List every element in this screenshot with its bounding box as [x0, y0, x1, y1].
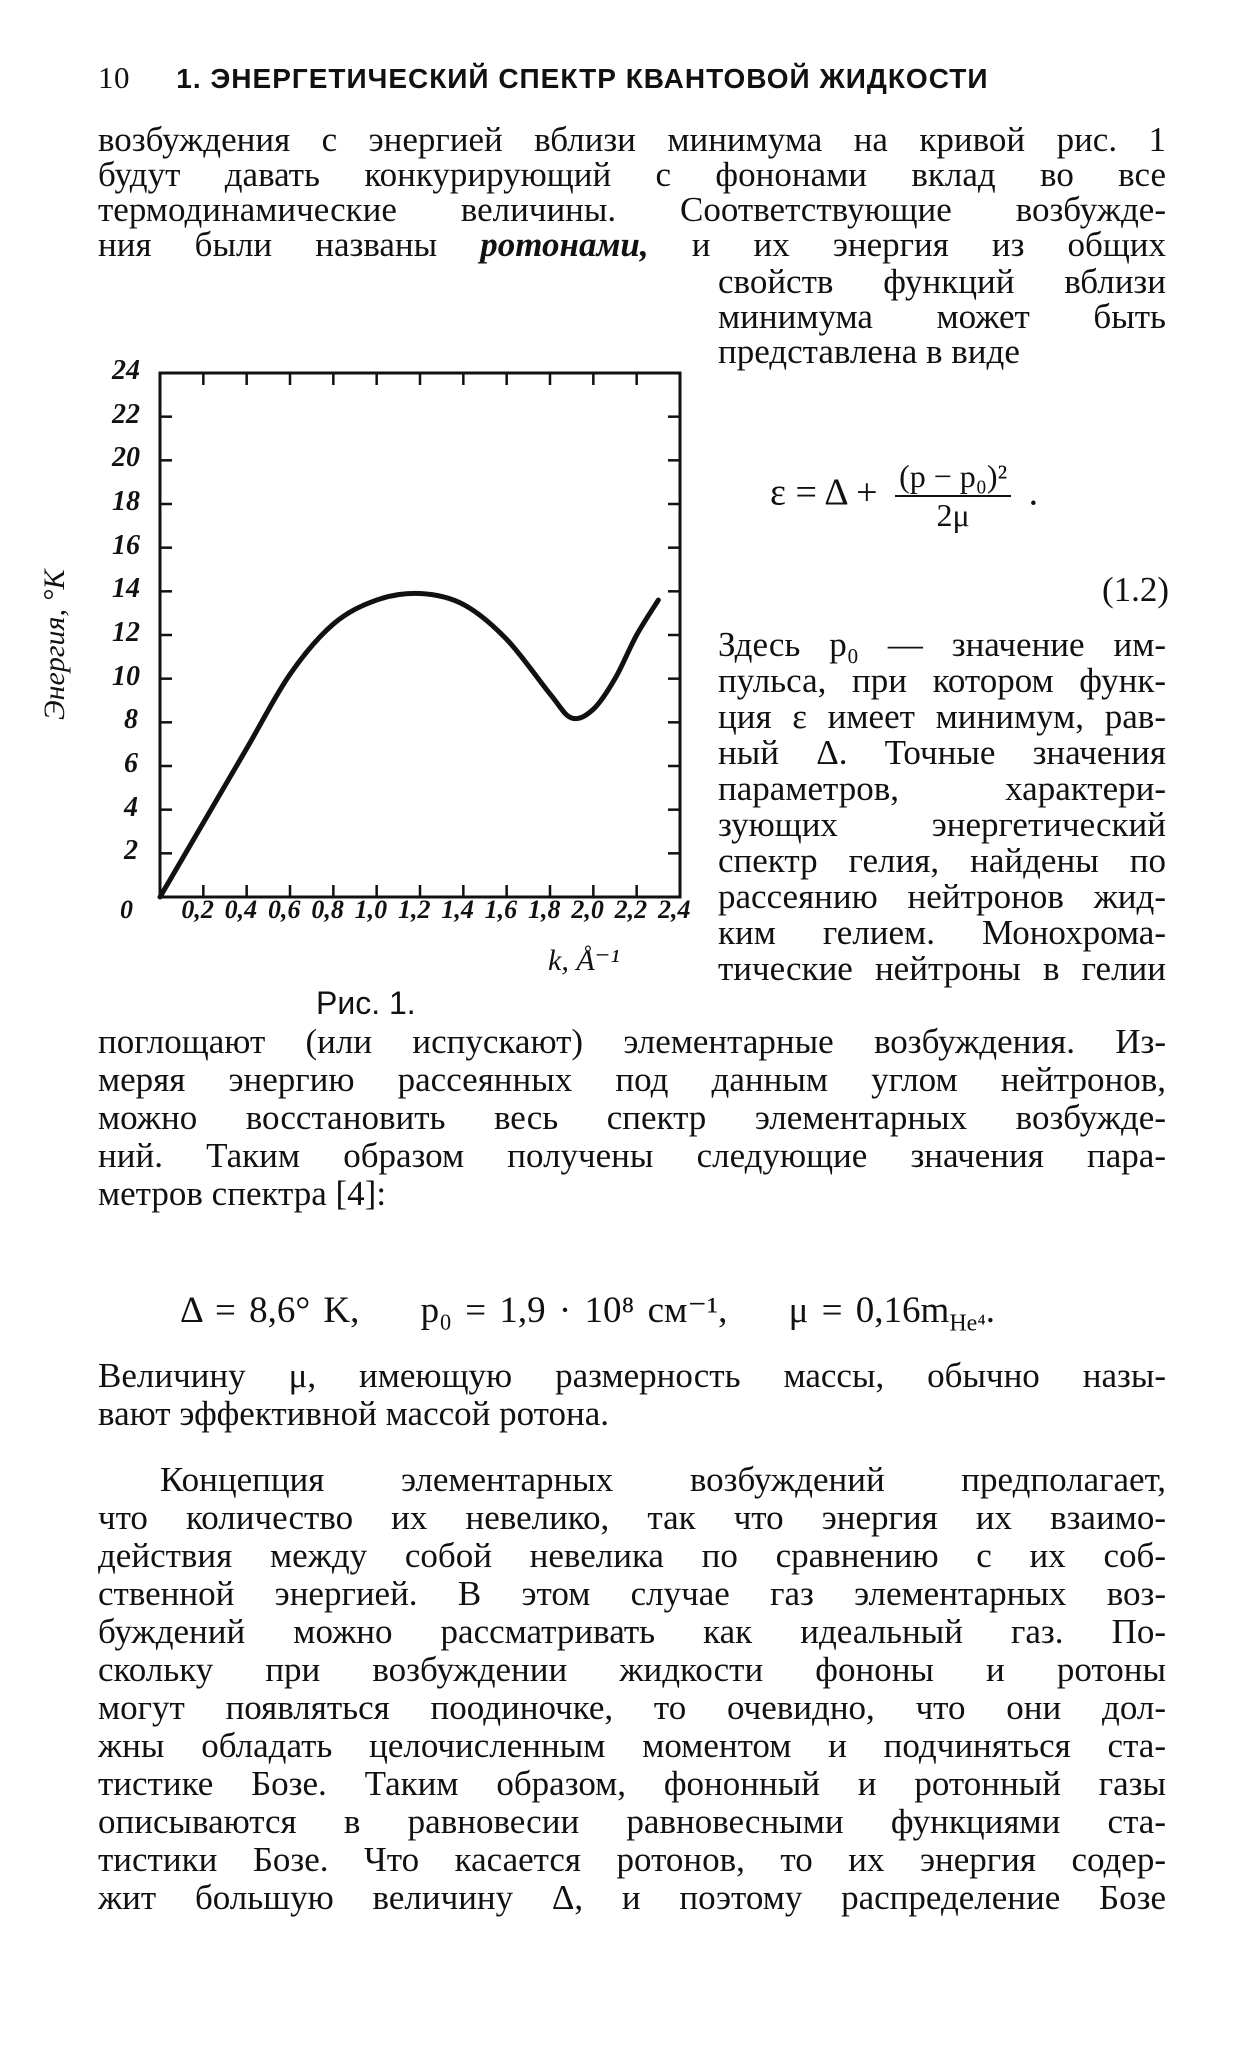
- energy-spectrum-curve: [160, 593, 658, 897]
- y-tick-label: 16: [112, 529, 140, 561]
- text-line: представлена в виде: [718, 332, 1020, 371]
- running-title: 1. ЭНЕРГЕТИЧЕСКИЙ СПЕКТР КВАНТОВОЙ ЖИДКОСТИ: [176, 63, 989, 94]
- text-line: рассеянию нейтронов жид-: [718, 877, 1166, 916]
- x-tick-label: 0,2: [181, 895, 214, 924]
- x-tick-label: 0,4: [224, 895, 258, 924]
- text-line: ственной энергией. В этом случае газ элементарных воз-: [98, 1574, 1166, 1613]
- y-tick-label: 4: [124, 791, 138, 823]
- figure-y-axis-label: Энергия, °K: [38, 569, 71, 720]
- text-line: ный Δ. Точные значения: [718, 733, 1166, 772]
- text-line: описываются в равновесии равновесными функциями ста-: [98, 1802, 1166, 1841]
- page-number: 10: [98, 60, 130, 95]
- text-line: зующих энергетический: [718, 805, 1166, 844]
- x-tick-label: 1,0: [354, 895, 388, 924]
- x-tick-label: 2,2: [614, 895, 648, 924]
- equation-denominator: 2μ: [936, 497, 970, 533]
- text-line: термодинамические величины. Соответствующие возбужде-: [98, 190, 1166, 229]
- x-tick-label: 0: [120, 895, 133, 924]
- param-mu: μ = 0,16m: [788, 1290, 950, 1331]
- x-tick-label: 2,0: [571, 895, 604, 924]
- text-line: пульса, при котором функ-: [718, 661, 1166, 700]
- equation-tail: .: [1028, 471, 1039, 514]
- y-tick-label: 24: [112, 355, 140, 386]
- y-tick-label: 18: [112, 486, 140, 517]
- equation-numerator: (p − p₀)²: [895, 458, 1011, 497]
- equation-lhs: ε = Δ +: [770, 471, 878, 514]
- x-tick-label: 1,2: [398, 895, 431, 924]
- figure-caption: Рис. 1.: [316, 985, 416, 1021]
- text-fragment: и их энергия из общих: [691, 225, 1167, 264]
- text-line: что количество их невелико, так что энергия их взаимо-: [98, 1498, 1166, 1537]
- text-line: минимума может быть: [718, 297, 1166, 336]
- text-line: жны обладать целочисленным моментом и подчиняться ста-: [98, 1726, 1166, 1765]
- text-line: вают эффективной массой ротона.: [98, 1394, 610, 1433]
- text-line: ция ε имеет минимум, рав-: [718, 697, 1166, 736]
- text-line: меряя энергию рассеянных под данным углом нейтронов,: [98, 1060, 1166, 1099]
- y-tick-label: 22: [112, 398, 140, 430]
- text-line: действия между собой невелика по сравнению с их соб-: [98, 1536, 1166, 1575]
- text-line: параметров, характери-: [718, 769, 1166, 808]
- y-tick-label: 8: [124, 704, 138, 736]
- x-tick-label: 1,8: [528, 895, 561, 924]
- text-line: можно восстановить весь спектр элементарных возбужде-: [98, 1098, 1166, 1137]
- text-line: жит большую величину Δ, и поэтому распределение Бозе: [98, 1878, 1166, 1917]
- x-tick-label: 2,4: [658, 895, 691, 924]
- param-delta: Δ = 8,6° K,: [180, 1290, 360, 1331]
- x-tick-label: 1,4: [441, 895, 474, 924]
- equation-number: (1.2): [1102, 570, 1170, 609]
- text-line: свойств функций вблизи: [718, 262, 1166, 301]
- text-line: могут появляться поодиночке, то очевидно, что они дол-: [98, 1688, 1166, 1727]
- text-fragment: ния были названы: [98, 225, 438, 264]
- figure-1-plot: [0, 0, 1, 1]
- text-line: ким гелием. Монохрома-: [718, 913, 1166, 952]
- text-line: Здесь p₀ — значение им-: [718, 625, 1166, 664]
- y-tick-label: 12: [112, 617, 140, 648]
- equation-1-2: [770, 458, 1038, 534]
- param-mu-subscript: He⁴: [949, 1310, 986, 1337]
- text-line: возбуждения с энергией вблизи минимума на кривой рис. 1: [98, 120, 1166, 159]
- text-line-with-emphasis: [98, 225, 1166, 265]
- text-line: Величину μ, имеющую размерность массы, обычно назы-: [98, 1356, 1166, 1395]
- emphasis-rotons: ротонами,: [480, 225, 649, 264]
- equation-fraction: [895, 458, 1011, 534]
- text-line: спектр гелия, найдены по: [718, 841, 1166, 880]
- figure-x-axis-unit: k, Å⁻¹: [548, 944, 620, 977]
- y-tick-label: 20: [112, 442, 140, 474]
- text-line: тические нейтроны в гелии: [718, 949, 1166, 988]
- y-tick-label: 14: [112, 573, 140, 605]
- text-line: скольку при возбуждении жидкости фононы и ротоны: [98, 1650, 1166, 1689]
- x-tick-label: 0,8: [311, 895, 344, 924]
- plot-frame: [160, 373, 680, 897]
- text-line: буждений можно рассматривать как идеальный газ. По-: [98, 1612, 1166, 1651]
- x-tick-label: 1,6: [484, 895, 518, 924]
- text-line: Концепция элементарных возбуждений предполагает,: [160, 1460, 1166, 1499]
- text-line: будут давать конкурирующий с фононами вклад во все: [98, 155, 1166, 194]
- y-tick-label: 6: [124, 748, 138, 779]
- text-line: ний. Таким образом получены следующие значения пара-: [98, 1136, 1166, 1175]
- y-tick-label: 2: [124, 835, 138, 867]
- text-line: метров спектра [4]:: [98, 1174, 387, 1213]
- param-end: .: [985, 1290, 995, 1331]
- text-line: поглощают (или испускают) элементарные возбуждения. Из-: [98, 1022, 1166, 1061]
- x-tick-label: 0,6: [268, 895, 301, 924]
- running-head: [98, 60, 988, 96]
- text-line: тистики Бозе. Что касается ротонов, то их энергия содер-: [98, 1840, 1166, 1879]
- param-p0: p₀ = 1,9 · 10⁸ см⁻¹,: [420, 1290, 728, 1331]
- y-tick-label: 10: [112, 660, 140, 692]
- text-line: тистике Бозе. Таким образом, фононный и ротонный газы: [98, 1764, 1166, 1803]
- parameter-values: [180, 1288, 995, 1337]
